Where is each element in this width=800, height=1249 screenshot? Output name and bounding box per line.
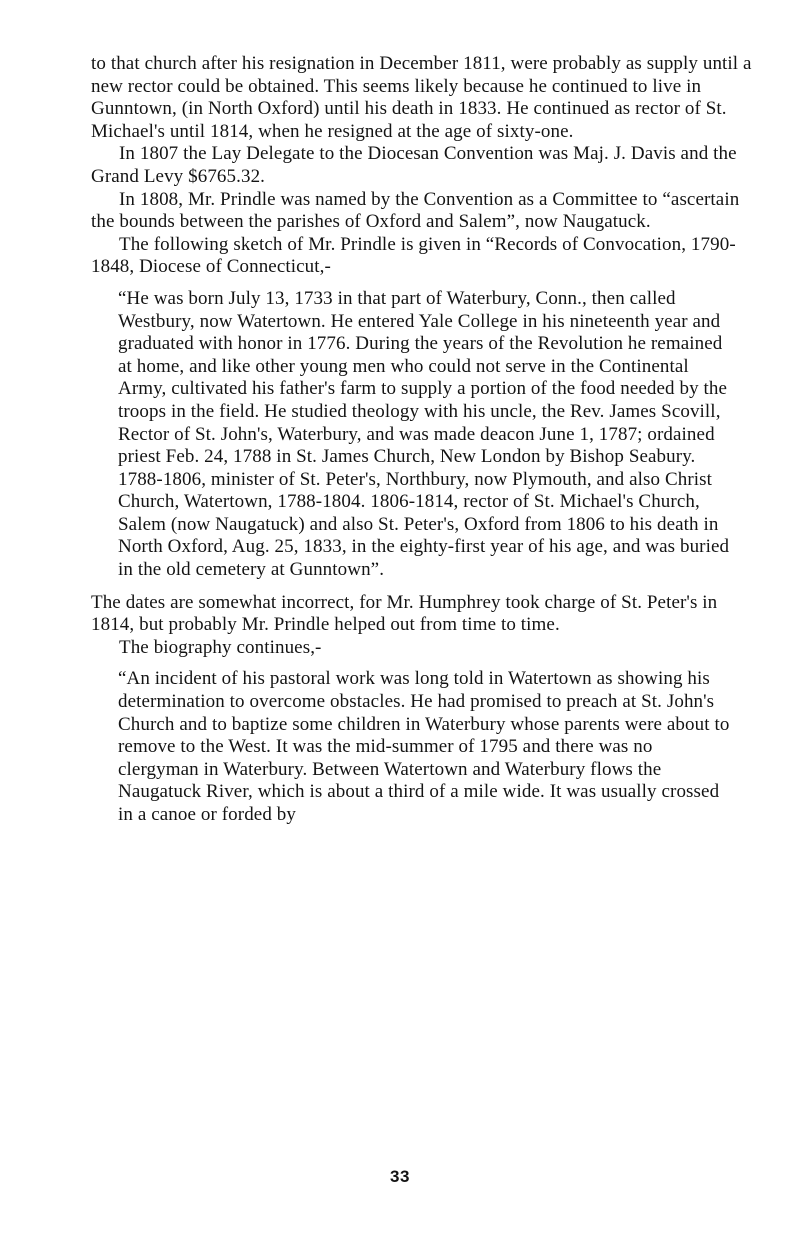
page-number: 33 [390, 1167, 410, 1186]
paragraph-committee: In 1808, Mr. Prindle was named by the Convention as a Committee to “ascertain the bounds between the parishes of Oxford and Salem”, now Naugatuck. [91, 188, 740, 233]
paragraph-continuation: to that church after his resignation in December 1811, were probably as supply until a new rector could be obtained. This seems likely because he continued to live in Gunntown, (in North Oxford) until his death in 1833. He continued as rector of St. Michael's until 1814, when he resigned at the age of sixty-one. [91, 53, 752, 142]
paragraph-sketch-intro: The following sketch of Mr. Prindle is given in “Records of Convocation, 1790-1848, Diocese of Connecticut,- [91, 233, 736, 278]
paragraph-dates-note: The dates are somewhat incorrect, for Mr. Humphrey took charge of St. Peter's in 1814, but probably Mr. Prindle helped out from time to time. [91, 591, 718, 636]
paragraph-lay-delegate: In 1807 the Lay Delegate to the Diocesan Convention was Maj. J. Davis and the Grand Levy $6765.32. [91, 143, 737, 187]
block-quote-incident: “An incident of his pastoral work was long told in Watertown as showing his determination to overcome obstacles. He had promised to preach at St. John's Church and to baptize some children in Waterbury whose parents were about to remove to the West. It was the mid-summer of 1795 and there was no clergyman in Waterbury. Between Watertown and Waterbury flows the Naugatuck River, which is about a third of a mile wide. It was usually crossed in a canoe or forded by [118, 668, 730, 825]
block-quote-biography: “He was born July 13, 1733 in that part of Waterbury, Conn., then called Westbury, now Watertown. He entered Yale College in his nineteenth year and graduated with honor in 1776. During the years of the Revolution he remained at home, and like other young men who could not serve in the Continental Army, cultivated his father's farm to supply a portion of the food needed by the troops in the field. He studied theology with his uncle, the Rev. James Scovill, Rector of St. John's, Waterbury, and was made deacon June 1, 1787; ordained priest Feb. 24, 1788 in St. James Church, New London by Bishop Seabury. 1788-1806, minister of St. Peter's, Northbury, now Plymouth, and also Christ Church, Watertown, 1788-1804. 1806-1814, rector of St. Michael's Church, Salem (now Naugatuck) and also St. Peter's, Oxford from 1806 to his death in North Oxford, Aug. 25, 1833, in the eighty-first year of his age, and was buried in the old cemetery at Gunntown”. [118, 287, 730, 581]
paragraph-biography-continues: The biography continues,- [119, 636, 322, 658]
body-text [91, 53, 756, 837]
